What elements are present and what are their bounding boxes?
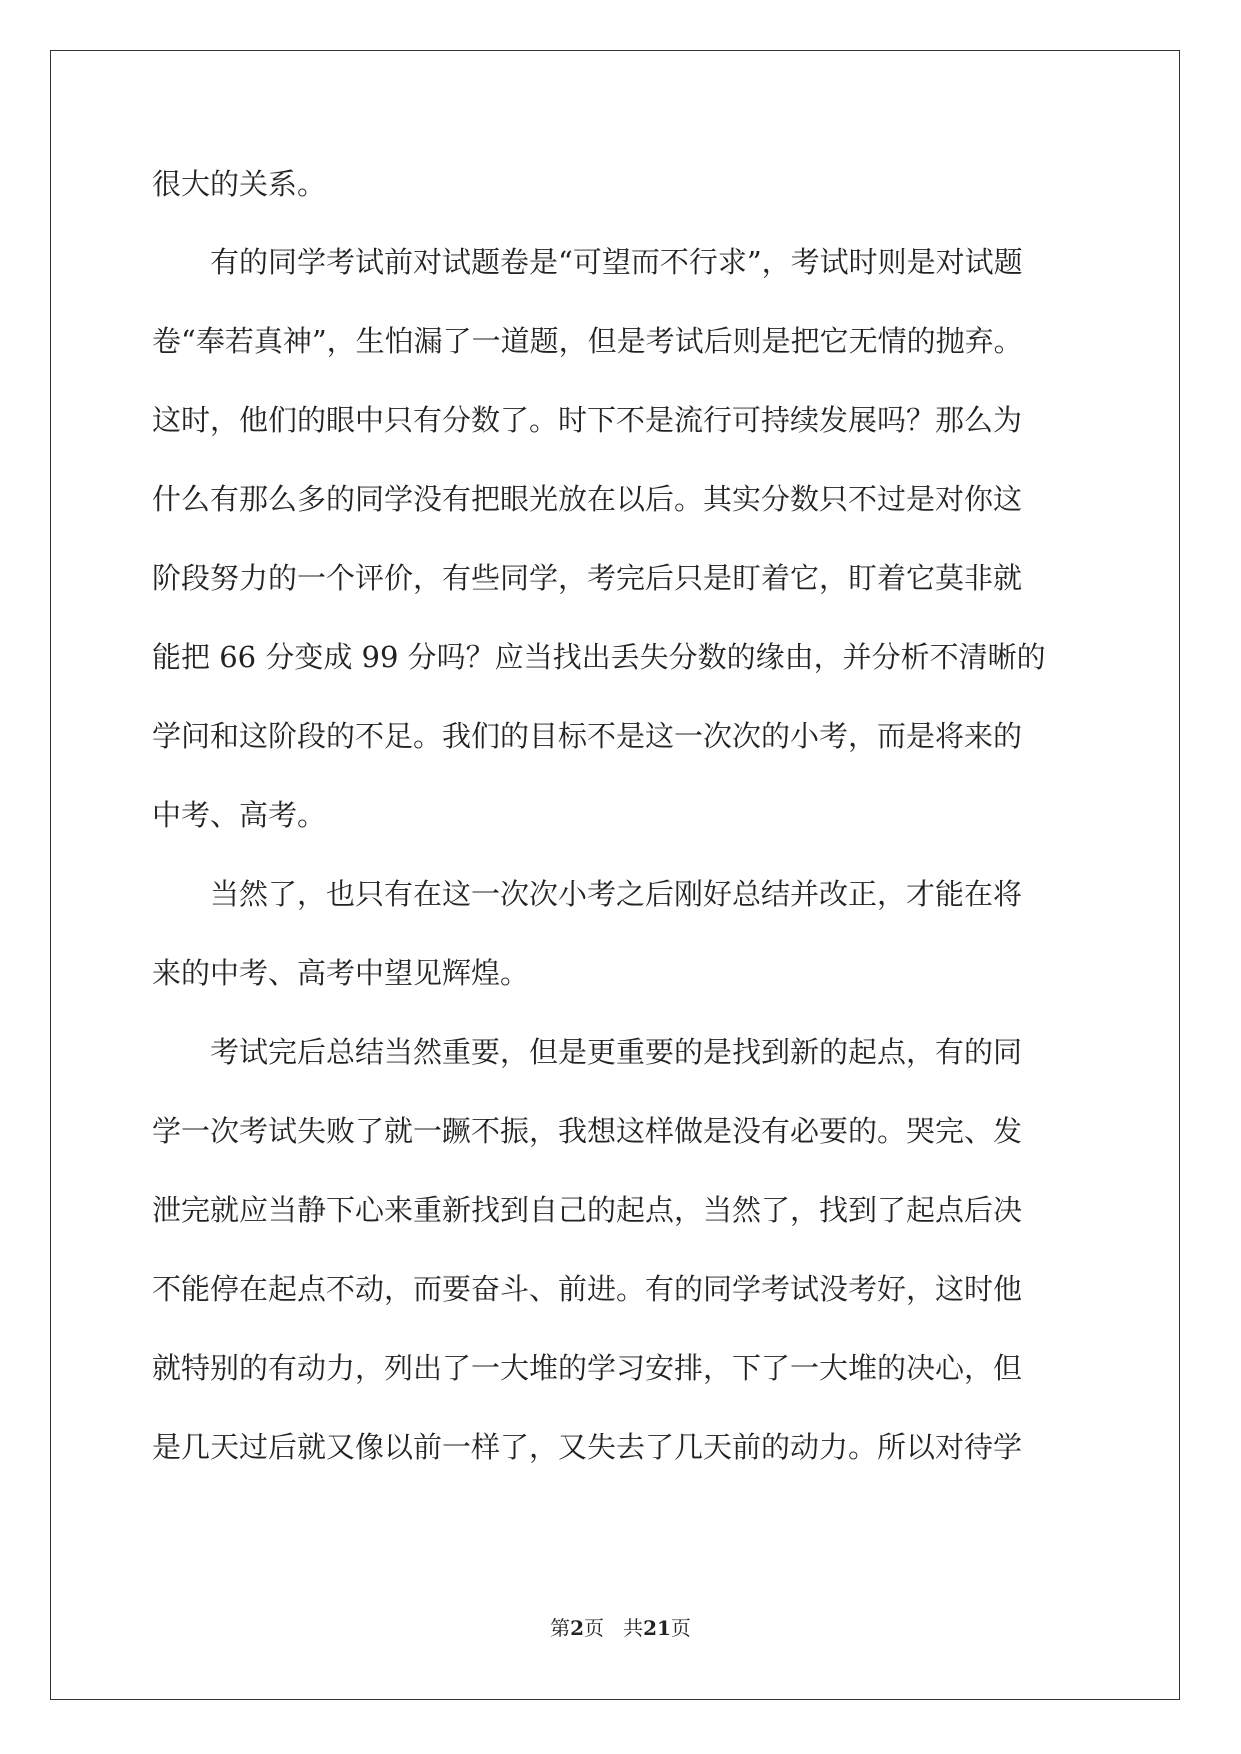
footer-page-word: 页 — [584, 1616, 604, 1640]
current-page-number: 2 — [570, 1616, 584, 1640]
total-page-number: 21 — [643, 1616, 671, 1640]
text-line: 是几天过后就又像以前一样了，又失去了几天前的动力。所以对待学 — [152, 1430, 1023, 1464]
text-line: 泄完就应当静下心来重新找到自己的起点，当然了，找到了起点后决 — [152, 1193, 1023, 1227]
text-line: 就特别的有动力，列出了一大堆的学习安排，下了一大堆的决心，但 — [152, 1351, 1023, 1385]
text-line: 中考、高考。 — [152, 798, 327, 832]
page-footer — [0, 1612, 1241, 1641]
text-line: 有的同学考试前对试题卷是“可望而不行求”，考试时则是对试题 — [152, 245, 1023, 279]
text-line: 什么有那么多的同学没有把眼光放在以后。其实分数只不过是对你这 — [152, 482, 1023, 516]
text-line: 能把 66 分变成 99 分吗？应当找出丢失分数的缘由，并分析不清晰的 — [152, 640, 1046, 674]
footer-prefix: 第 — [550, 1616, 571, 1640]
text-line: 阶段努力的一个评价，有些同学，考完后只是盯着它，盯着它莫非就 — [152, 561, 1023, 595]
text-line: 不能停在起点不动，而要奋斗、前进。有的同学考试没考好，这时他 — [152, 1272, 1023, 1306]
text-line: 当然了，也只有在这一次次小考之后刚好总结并改正，才能在将 — [152, 877, 1023, 911]
text-line: 考试完后总结当然重要，但是更重要的是找到新的起点，有的同 — [152, 1035, 1023, 1069]
footer-total-suffix: 页 — [670, 1616, 691, 1640]
text-line: 学问和这阶段的不足。我们的目标不是这一次次的小考，而是将来的 — [152, 719, 1023, 753]
text-line: 很大的关系。 — [152, 167, 327, 201]
footer-total-prefix: 共 — [623, 1616, 644, 1640]
text-line: 卷“奉若真神”，生怕漏了一道题，但是考试后则是把它无情的抛弃。 — [152, 324, 1023, 358]
text-line: 来的中考、高考中望见辉煌。 — [152, 956, 530, 990]
text-line: 学一次考试失败了就一蹶不振，我想这样做是没有必要的。哭完、发 — [152, 1114, 1023, 1148]
text-line: 这时，他们的眼中只有分数了。时下不是流行可持续发展吗？那么为 — [152, 403, 1023, 437]
